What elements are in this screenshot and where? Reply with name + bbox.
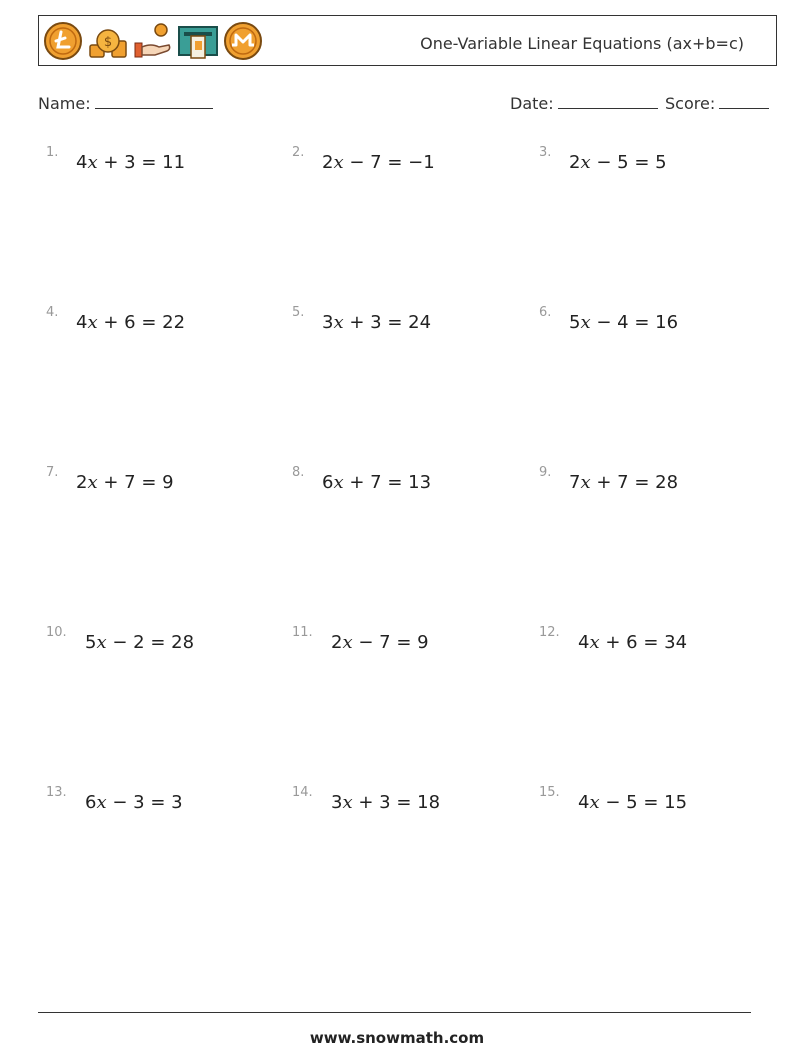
equation-coefficient: 2 — [322, 152, 334, 173]
equation-variable: x — [333, 312, 344, 333]
equation-result: 3 — [171, 792, 183, 813]
equation-operator: + — [605, 632, 621, 653]
score-blank[interactable] — [719, 92, 769, 109]
equation-equals: = — [381, 152, 409, 173]
problem-number: 14. — [292, 785, 313, 800]
problem-number: 2. — [292, 145, 305, 160]
equation-variable: x — [342, 632, 353, 653]
equation-equals: = — [628, 152, 656, 173]
equation-operator: + — [349, 312, 365, 333]
equation-coefficient: 4 — [76, 312, 88, 333]
problem-number: 13. — [46, 785, 67, 800]
equation-coefficient: 6 — [322, 472, 334, 493]
equation-constant: 7 — [379, 632, 391, 653]
problem-item — [46, 625, 286, 665]
equation-variable: x — [342, 792, 353, 813]
problem-number: 12. — [539, 625, 560, 640]
problem-number: 4. — [46, 305, 59, 320]
equation-constant: 3 — [133, 792, 145, 813]
problem-item — [292, 785, 532, 825]
date-blank[interactable] — [558, 92, 658, 109]
equation-constant: 4 — [617, 312, 629, 333]
equation-constant: 7 — [370, 152, 382, 173]
equation-constant: 2 — [133, 632, 145, 653]
equation-operator: − — [596, 152, 612, 173]
equation-equals: = — [628, 472, 656, 493]
equation-variable: x — [580, 152, 591, 173]
worksheet-header — [38, 15, 777, 66]
equation-result: 9 — [417, 632, 429, 653]
equation-variable: x — [96, 792, 107, 813]
name-field — [38, 92, 213, 113]
atm-card-icon — [178, 21, 218, 61]
equation-operator: + — [103, 312, 119, 333]
footer-divider — [38, 1012, 751, 1013]
problem-equation — [569, 152, 667, 173]
problem-equation — [331, 792, 440, 813]
equation-variable: x — [580, 472, 591, 493]
equation-variable: x — [333, 472, 344, 493]
equation-result: 13 — [408, 472, 432, 493]
equation-operator: − — [112, 632, 128, 653]
equation-constant: 7 — [617, 472, 629, 493]
problem-item — [539, 145, 779, 185]
problem-equation — [85, 792, 183, 813]
equation-equals: = — [637, 792, 665, 813]
equation-operator: + — [103, 472, 119, 493]
equation-variable: x — [589, 632, 600, 653]
equation-coefficient: 6 — [85, 792, 97, 813]
equation-result: 34 — [664, 632, 688, 653]
problem-item — [292, 305, 532, 345]
equation-variable: x — [589, 792, 600, 813]
problem-number: 1. — [46, 145, 59, 160]
equation-operator: − — [596, 312, 612, 333]
equation-equals: = — [144, 792, 172, 813]
equation-result: −1 — [408, 152, 435, 173]
equation-operator: + — [349, 472, 365, 493]
equation-coefficient: 7 — [569, 472, 581, 493]
problem-item — [46, 145, 286, 185]
score-label: Score: — [665, 94, 716, 113]
equation-operator: − — [349, 152, 365, 173]
equation-result: 28 — [655, 472, 679, 493]
problem-equation — [578, 632, 687, 653]
equation-result: 24 — [408, 312, 432, 333]
equation-operator: − — [605, 792, 621, 813]
problem-equation — [322, 152, 435, 173]
equation-result: 22 — [162, 312, 186, 333]
problem-equation — [85, 632, 194, 653]
equation-result: 9 — [162, 472, 174, 493]
problem-equation — [76, 152, 185, 173]
problem-item — [292, 465, 532, 505]
equation-constant: 3 — [370, 312, 382, 333]
equation-constant: 3 — [124, 152, 136, 173]
equation-variable: x — [333, 152, 344, 173]
equation-constant: 7 — [124, 472, 136, 493]
problem-item — [539, 305, 779, 345]
problem-item — [46, 465, 286, 505]
equation-variable: x — [87, 312, 98, 333]
equation-equals: = — [381, 472, 409, 493]
equation-constant: 5 — [626, 792, 638, 813]
equation-equals: = — [144, 632, 172, 653]
problem-number: 10. — [46, 625, 67, 640]
equation-result: 15 — [664, 792, 688, 813]
problem-equation — [322, 472, 431, 493]
equation-constant: 6 — [626, 632, 638, 653]
equation-equals: = — [135, 312, 163, 333]
equation-constant: 7 — [370, 472, 382, 493]
equation-result: 5 — [655, 152, 667, 173]
score-field — [665, 92, 769, 113]
problem-item — [539, 465, 779, 505]
equation-coefficient: 4 — [76, 152, 88, 173]
equation-variable: x — [580, 312, 591, 333]
problem-item — [292, 145, 532, 185]
header-icons — [43, 20, 268, 62]
equation-operator: − — [112, 792, 128, 813]
worksheet-title: One-Variable Linear Equations (ax+b=c) — [420, 34, 744, 53]
equation-variable: x — [96, 632, 107, 653]
problem-equation — [569, 472, 678, 493]
date-label: Date: — [510, 94, 554, 113]
litecoin-coin-icon — [43, 21, 83, 61]
equation-result: 11 — [162, 152, 186, 173]
equation-constant: 5 — [617, 152, 629, 173]
problem-item — [46, 305, 286, 345]
equation-equals: = — [390, 632, 418, 653]
equation-coefficient: 2 — [569, 152, 581, 173]
equation-operator: − — [358, 632, 374, 653]
problem-equation — [322, 312, 431, 333]
problem-number: 15. — [539, 785, 560, 800]
problem-number: 8. — [292, 465, 305, 480]
problem-item — [539, 785, 779, 825]
hand-coin-icon — [133, 21, 173, 61]
problem-equation — [578, 792, 687, 813]
equation-equals: = — [381, 312, 409, 333]
equation-constant: 6 — [124, 312, 136, 333]
equation-equals: = — [390, 792, 418, 813]
name-blank[interactable] — [95, 92, 213, 109]
equation-coefficient: 2 — [331, 632, 343, 653]
date-field — [510, 92, 658, 113]
equation-result: 18 — [417, 792, 441, 813]
equation-coefficient: 3 — [331, 792, 343, 813]
equation-operator: + — [596, 472, 612, 493]
equation-variable: x — [87, 472, 98, 493]
equation-coefficient: 4 — [578, 792, 590, 813]
equation-coefficient: 4 — [578, 632, 590, 653]
problem-number: 6. — [539, 305, 552, 320]
equation-equals: = — [135, 152, 163, 173]
equation-equals: = — [135, 472, 163, 493]
equation-coefficient: 5 — [85, 632, 97, 653]
footer-url: www.snowmath.com — [309, 1029, 485, 1047]
problem-number: 3. — [539, 145, 552, 160]
coin-stack-icon — [88, 21, 128, 61]
equation-equals: = — [628, 312, 656, 333]
problem-item — [292, 625, 532, 665]
equation-result: 16 — [655, 312, 679, 333]
problem-item — [539, 625, 779, 665]
svg-text:$: $ — [103, 35, 113, 50]
problem-equation — [76, 472, 174, 493]
problem-number: 7. — [46, 465, 59, 480]
equation-operator: + — [103, 152, 119, 173]
monero-coin-icon — [223, 21, 263, 61]
equation-constant: 3 — [379, 792, 391, 813]
equation-variable: x — [87, 152, 98, 173]
problem-item — [46, 785, 286, 825]
equation-result: 28 — [171, 632, 195, 653]
problem-number: 9. — [539, 465, 552, 480]
problem-equation — [76, 312, 185, 333]
problem-number: 11. — [292, 625, 313, 640]
equation-coefficient: 5 — [569, 312, 581, 333]
equation-operator: + — [358, 792, 374, 813]
problem-equation — [569, 312, 678, 333]
name-label: Name: — [38, 94, 91, 113]
equation-coefficient: 3 — [322, 312, 334, 333]
problem-number: 5. — [292, 305, 305, 320]
equation-equals: = — [637, 632, 665, 653]
equation-coefficient: 2 — [76, 472, 88, 493]
problem-equation — [331, 632, 429, 653]
